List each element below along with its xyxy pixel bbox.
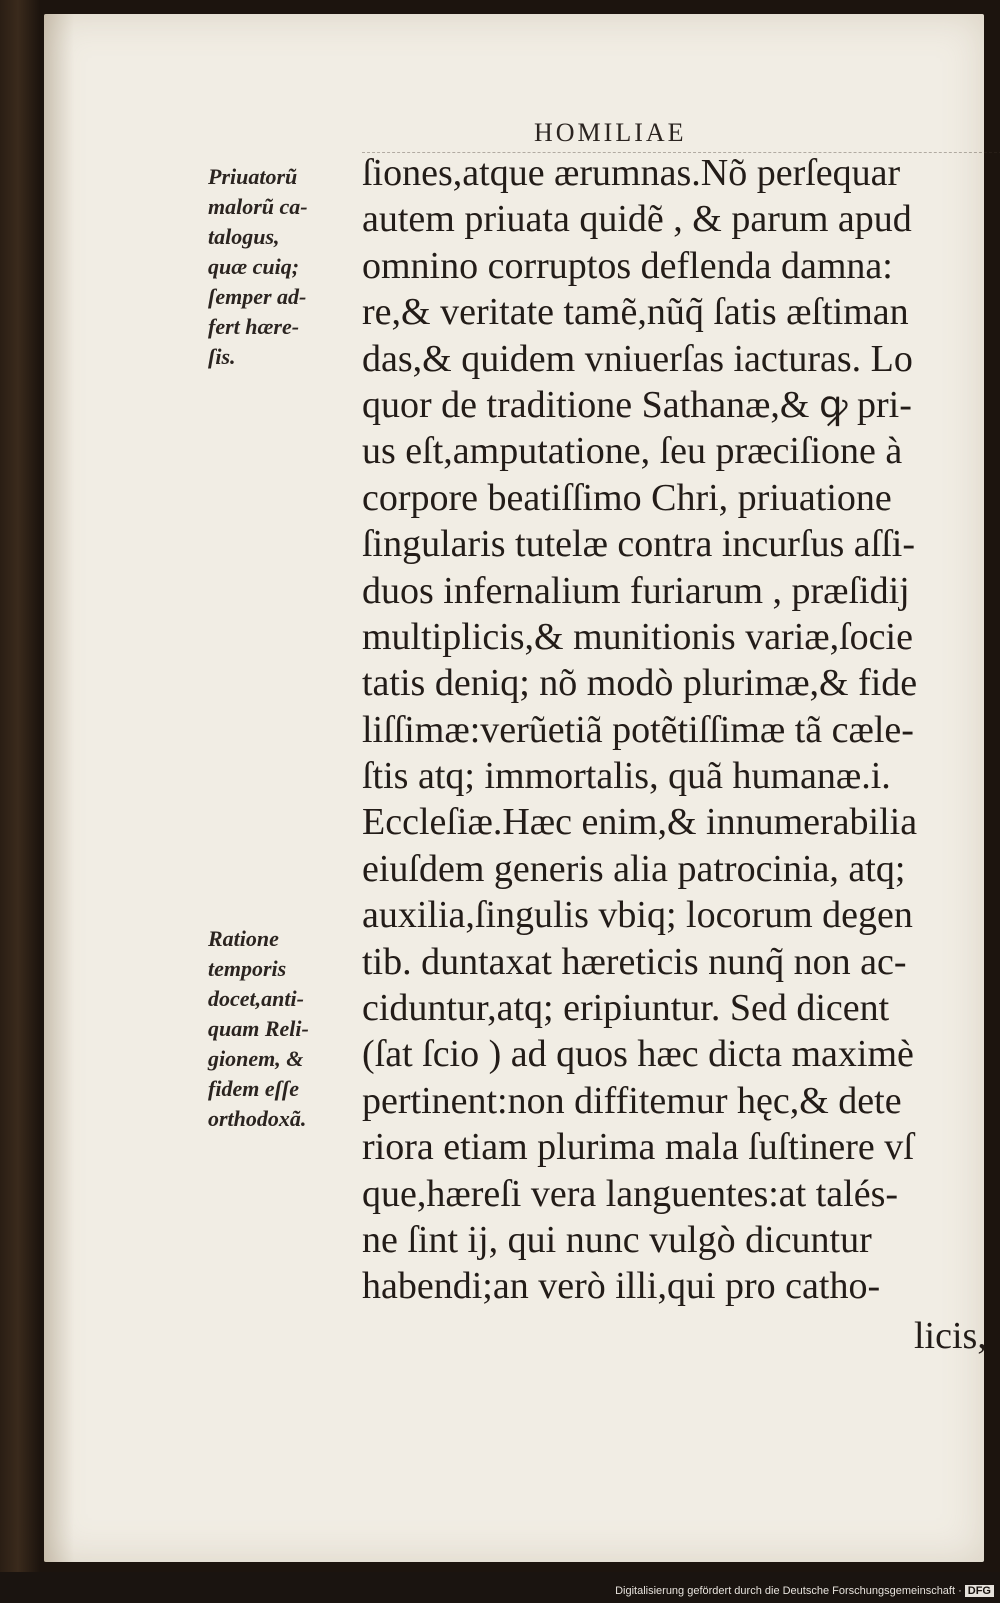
margin-gloss-2 xyxy=(208,924,358,1134)
gloss-line: Priuatorũ xyxy=(208,164,298,189)
body-line: (ſat ſcio ) ad quos hæc dicta maximè xyxy=(362,1033,914,1076)
body-line: Eccleſiæ.Hæc enim,& innumerabilia xyxy=(362,801,918,844)
gloss-line: temporis xyxy=(208,956,287,981)
body-line: us eſt,amputatione, ſeu præciſione à xyxy=(362,430,903,473)
gloss-line: fidem eſſe xyxy=(208,1076,299,1101)
gloss-line: orthodoxã. xyxy=(208,1106,307,1131)
book-page xyxy=(44,14,987,1562)
body-line: tib. duntaxat hæreticis nunq̃ non ac- xyxy=(362,940,907,983)
body-line: liſſimæ:verũetiã potẽtiſſimæ tã cæle- xyxy=(362,708,914,751)
body-line: auxilia,ſingulis vbiq; locorum degen xyxy=(362,894,913,937)
gloss-line: fert hære- xyxy=(208,314,300,339)
gloss-line: ſemper ad- xyxy=(208,284,307,309)
gloss-line: Ratione xyxy=(208,926,279,951)
body-line: riora etiam plurima mala ſuſtinere vſ xyxy=(362,1126,914,1169)
gloss-line: gionem, & xyxy=(208,1046,304,1071)
body-line: multiplicis,& munitionis variæ,ſocie xyxy=(362,615,913,658)
body-line: pertinent:non diffitemur hęc,& dete xyxy=(362,1079,902,1122)
body-line: ſtis atq; immortalis, quã humanæ.i. xyxy=(362,755,891,798)
body-line: duos infernalium furiarum , præſidij xyxy=(362,569,910,612)
footer-text: Digitalisierung gefördert durch die Deutsche Forschungsgemeinschaft · xyxy=(615,1585,962,1597)
gloss-line: malorũ ca- xyxy=(208,194,308,219)
catchword: licis, xyxy=(914,1315,987,1357)
body-line: omnino corruptos deflenda damna: xyxy=(362,244,893,287)
body-line: corpore beatiſſimo Chri, priuatione xyxy=(362,476,892,519)
body-line: quor de traditione Sathanæ,& ꝙ pri- xyxy=(362,383,912,426)
body-line: re,& veritate tamẽ,nũq̃ ſatis æſtiman xyxy=(362,291,909,334)
gloss-line: ſis. xyxy=(208,344,236,369)
body-text xyxy=(362,150,1000,1310)
body-line: tatis deniq; nõ modò plurimæ,& fide xyxy=(362,662,918,705)
gloss-line: docet,anti- xyxy=(208,986,304,1011)
body-line: habendi;an verò illi,qui pro catho- xyxy=(362,1265,881,1308)
body-line: eiuſdem generis alia patrocinia, atq; xyxy=(362,847,906,890)
body-line: que,hæreſi vera languentes:at talés- xyxy=(362,1172,899,1215)
gloss-line: quam Reli- xyxy=(208,1016,309,1041)
body-line: ne ſint ij, qui nunc vulgò dicuntur xyxy=(362,1218,872,1261)
body-line: ciduntur,atq; eripiuntur. Sed dicent xyxy=(362,987,890,1030)
margin-gloss-1 xyxy=(208,162,358,372)
digitization-footer xyxy=(615,1585,994,1597)
body-line: ſiones,atque ærumnas.Nõ perſequar xyxy=(362,152,901,194)
gloss-line: talogus, xyxy=(208,224,280,249)
body-line: das,& quidem vniuerſas iacturas. Lo xyxy=(362,337,913,380)
dfg-logo: DFG xyxy=(965,1585,994,1597)
body-line: autem priuata quidẽ , & parum apud xyxy=(362,198,912,241)
body-line: ſingularis tutelæ contra incurſus aſſi- xyxy=(362,523,915,566)
gloss-line: quæ cuiq; xyxy=(208,254,300,279)
running-head: HOMILIAE xyxy=(534,118,687,147)
